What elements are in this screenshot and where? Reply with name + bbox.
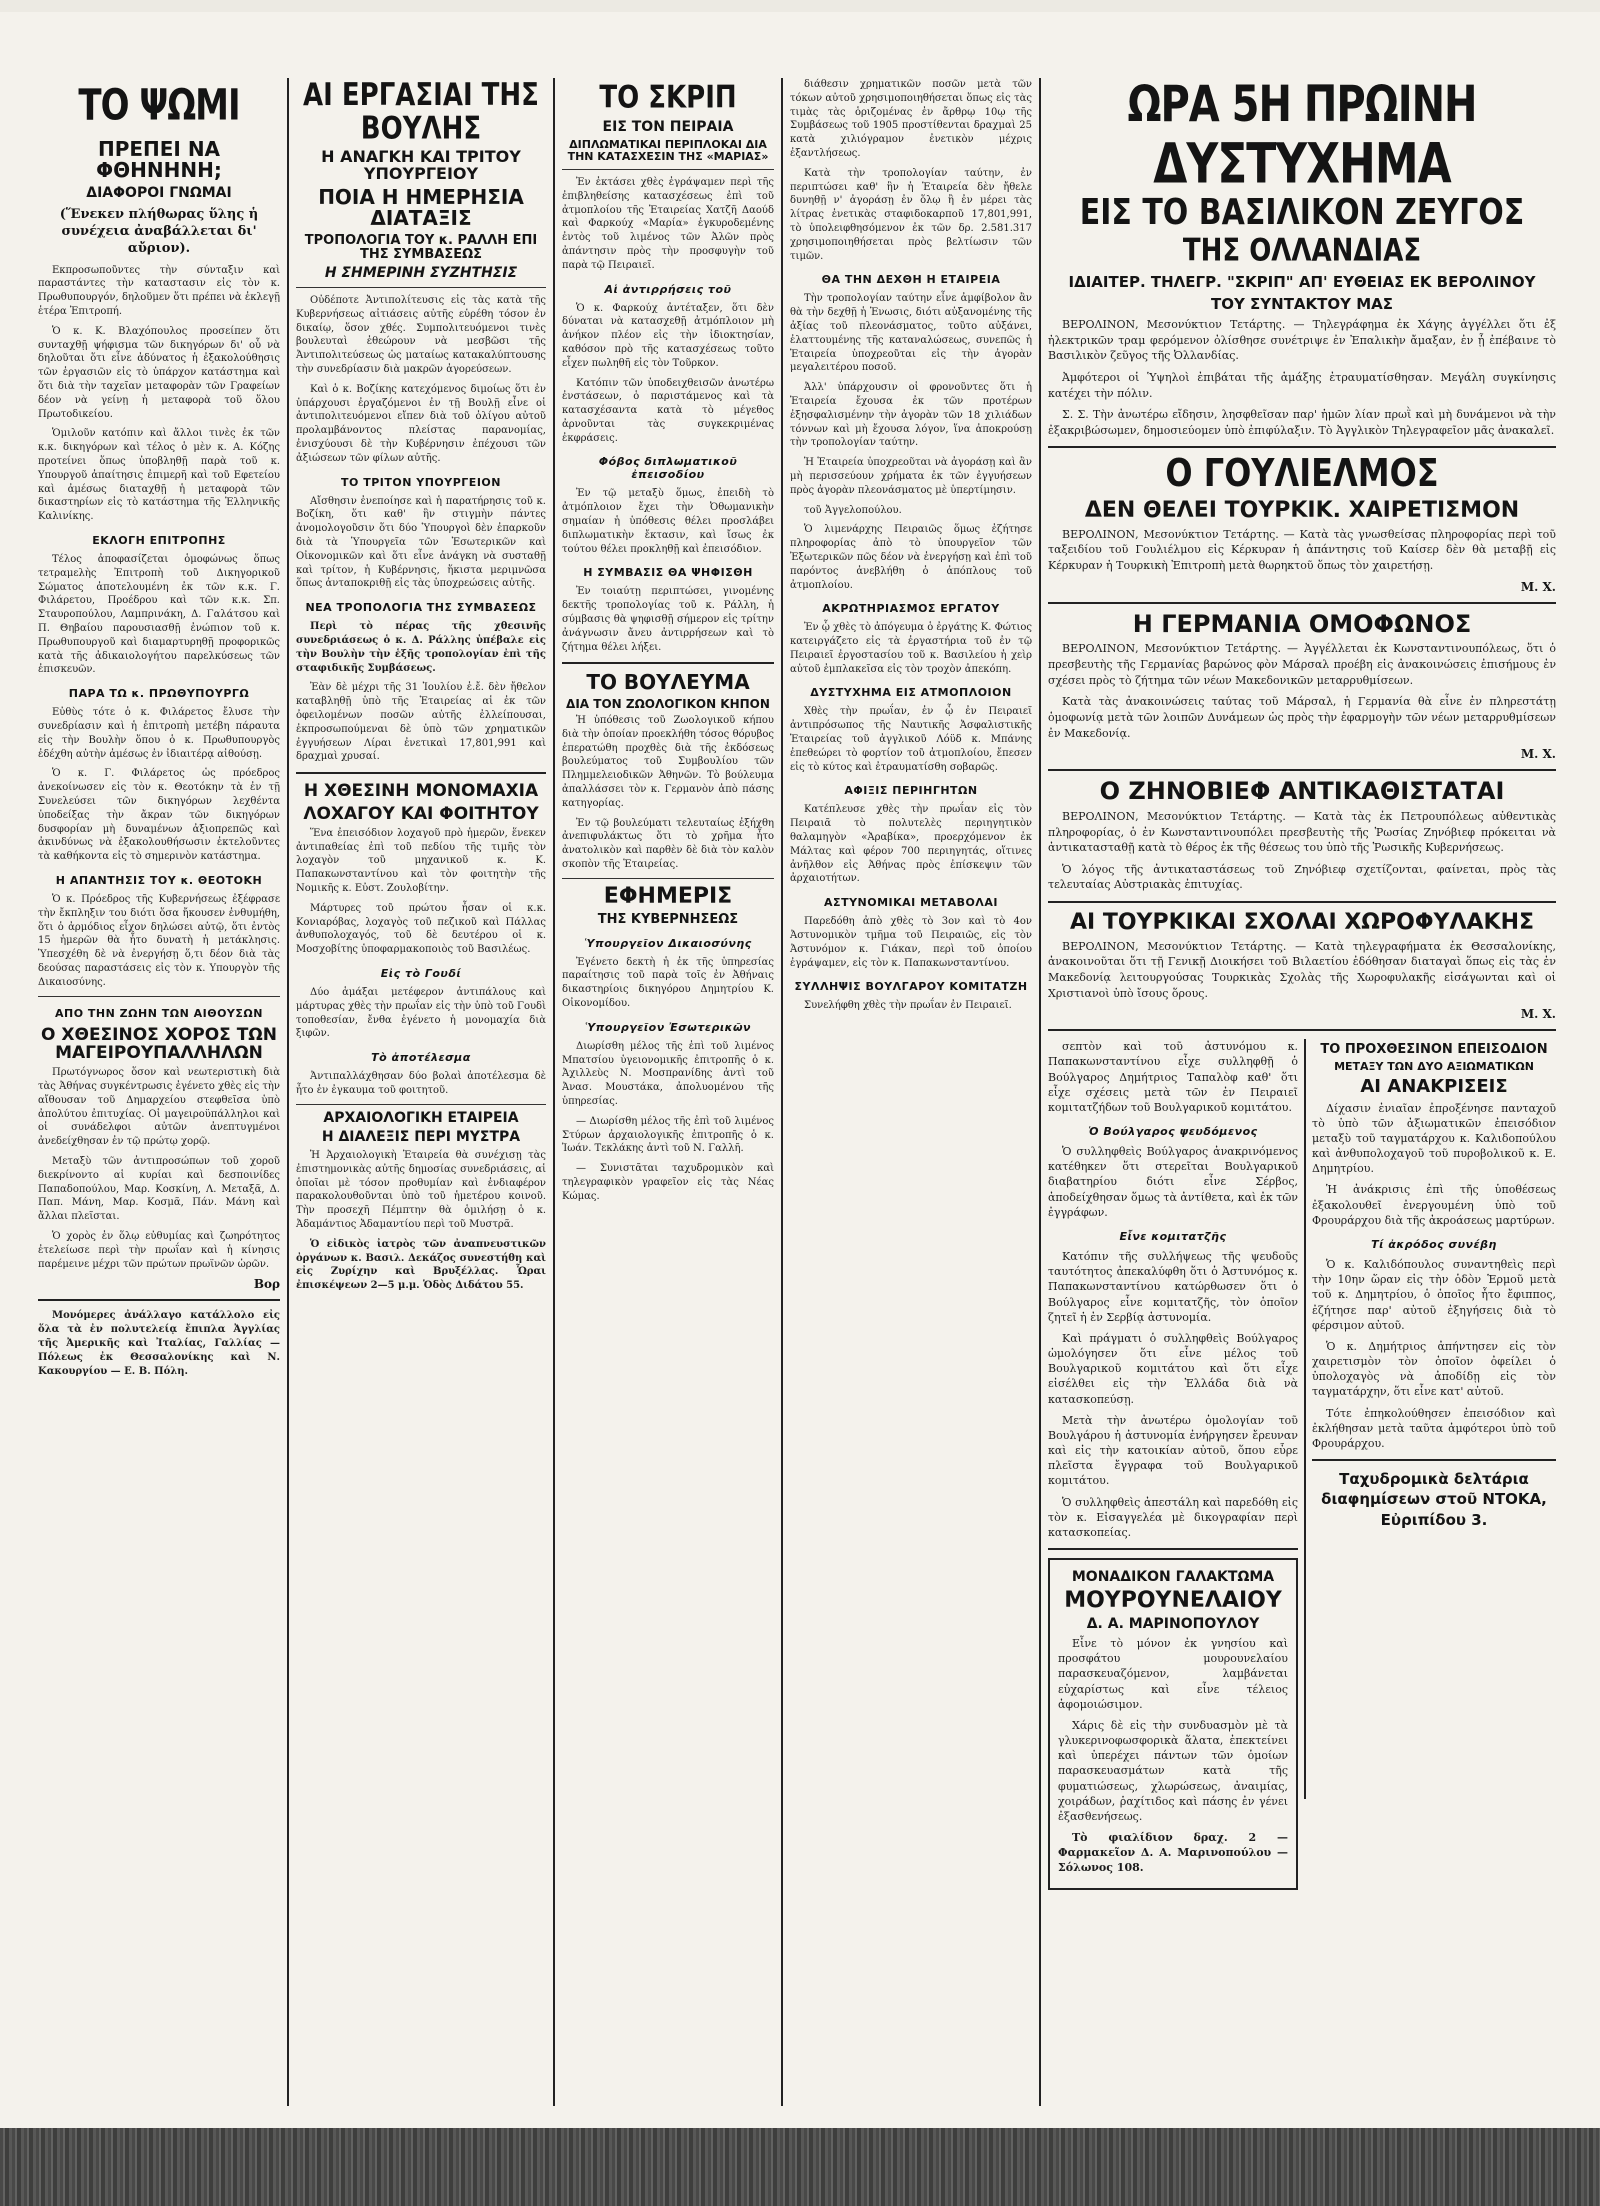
article-paragraph: Μάρτυρες τοῦ πρώτου ἦσαν οἱ κ.κ. Κονιαρόβας, λοχαγὸς τοῦ πεζικοῦ καὶ Πάλλας ἀνθυπολοχαγός, τοῦ δὲ δευτέρου οἱ κ. Μοσχοβίτης ὑποφαρμακοποιὸς τοῦ Βασιλέως. — [296, 902, 546, 956]
article-paragraph: Οὐδέποτε Ἀντιπολίτευσις εἰς τὰς κατὰ τῆς Κυβερνήσεως αἰτιάσεις αὐτῆς εὑρέθη τόσον ἐν δικαίῳ, ὅσον χθές. Συμπολιτευόμενοι τινὲς βουλευταὶ ἐθεώρουν νὰ μεσβῶσι τῆς Ἀντιπολιτεύσεως ὡς ματαίως κατακαλύπτουσης τὴν συνεδρίασιν διὰ μακρῶν ἀγορεύσεων. — [296, 295, 546, 376]
divider — [296, 287, 546, 288]
subhead-komitadji: Εἶνε κομιτατζῆς — [1119, 1229, 1227, 1243]
headline-5am: ΩΡΑ 5Η ΠΡΩΙΝΗ — [1127, 78, 1477, 134]
subhead-tourists-arrival: ΑΦΙΞΙΣ ΠΕΡΙΗΓΗΤΩΝ — [844, 784, 978, 798]
author-signature: Μ. Χ. — [1520, 1007, 1556, 1022]
divider — [1048, 1548, 1298, 1550]
article-paragraph: Ὁ λιμενάρχης Πειραιῶς ὅμως ἐζήτησε πληροφορίας ἀπὸ τὸ ὑπουργεῖον τῶν Ἐξωτερικῶν πῶς δέον νὰ ἐνεργήσῃ καὶ ἐπὶ τοῦ παρόντος ἀνεβλήθη ὁ ἀπόπλους τοῦ ἀτμοπλοίου. — [790, 524, 1032, 591]
divider — [296, 1104, 546, 1105]
article-paragraph: Ὁ λόγος τῆς ἀντικαταστάσεως τοῦ Ζηνόβιεφ σχετίζονται, φαίνεται, πρὸς τὰς τελευταίας Αὐστριακὰς ἐπιτυχίας. — [1048, 862, 1556, 892]
headline-gendarmerie-schools: ΑΙ ΤΟΥΡΚΙΚΑΙ ΣΧΟΛΑΙ ΧΩΡΟΦΥΛΑΚΗΣ — [1069, 910, 1535, 936]
headline-wilhelm: Ο ΓΟΥΛΙΕΛΜΟΣ — [1165, 450, 1439, 497]
column-1 — [32, 78, 286, 2106]
divider — [38, 996, 280, 997]
article-paragraph: Εκπροσωποῦντες τὴν σύνταξιν καὶ παραστάντες τὴν καταστασιν εἰς τὸν κ. Πρωθυπουργόν, δηλοῦμεν ὅτι πρέπει νὰ ἐκλεγῇ ἑτέρα Ἐπιτροπή. — [38, 264, 280, 318]
subhead-salons: ΑΠΟ ΤΗΝ ΖΩΗΝ ΤΩΝ ΑΙΘΟΥΣΩΝ — [55, 1006, 263, 1020]
subhead-result: Τὸ ἀποτέλεσμα — [371, 1051, 471, 1065]
article-paragraph: Περὶ τὸ πέρας τῆς χθεσινῆς συνεδριάσεως ὁ κ. Δ. Ράλλης ὑπέβαλε εἰς τὴν Βουλὴν τὴν ἑξῆς τροπολογίαν ἐπὶ τῆς σταφιδικῆς Συμβάσεως. — [296, 621, 546, 674]
subhead-worker-injury: ΑΚΡΩΤΗΡΙΑΣΜΟΣ ΕΡΓΑΤΟΥ — [822, 602, 1000, 616]
article-paragraph: Εὐθὺς τότε ὁ κ. Φιλάρετος ἔλυσε τὴν συνεδρίασιν καὶ ἡ ἐπιτροπὴ μετέβη πάραυτα εἰς τὴν Βουλὴν ὅπου ὁ κ. Πρωθυπουργὸς ἐδέχθη αὐτὴν ἀμέσως ἐν ἰδιαιτέρᾳ αἰθούσῃ. — [38, 707, 280, 760]
article-paragraph: Μετὰ τὴν ἀνωτέρω ὁμολογίαν τοῦ Βουλγάρου ἡ ἀστυνομία ἐνήργησεν ἔρευναν καὶ εἰς τὴν κατοικίαν αὐτοῦ, ὅπου εὗρε πλεῖστα ἔγγραφα τοῦ Βουλγαρικοῦ κομιτάτου. — [1048, 1413, 1298, 1488]
article-paragraph: Δίχασιν ἐνιαῖαν ἐπροξένησε πανταχοῦ τὸ ὑπὸ τῶν ἀξιωματικῶν ἐπεισόδιον μεταξὺ τοῦ ταγματάρχου κ. Καλιδοπούλου καὶ ἀνθυπολοχαγοῦ τοῦ πυροβολικοῦ κ. Ε. Δημητρίου. — [1312, 1101, 1556, 1176]
headline-turkish-salute: ΔΕΝ ΘΕΛΕΙ ΤΟΥΡΚΙΚ. ΧΑΙΡΕΤΙΣΜΟΝ — [1084, 497, 1520, 523]
article-paragraph: Ἀντιπαλλάχθησαν δύο βολαὶ ἀποτέλεσμα δὲ ἦτο ἐν ἐγκαυμα τοῦ φοιτητοῦ. — [296, 1071, 546, 1097]
article-paragraph: Ἐν ᾧ χθὲς τὸ ἀπόγευμα ὁ ἐργάτης Κ. Φώτιος κατειργάζετο εἰς τὰ ἐργαστήρια τοῦ ἐν τῷ Πειραιεῖ ἐργοστασίου τοῦ κ. Βασιλείου ἡ χεὶρ αὐτοῦ ἐμπλακεῖσα εἰς τὸν τροχὸν ἀπεκόπη. — [790, 622, 1032, 675]
scan-bottom-edge — [0, 2128, 1600, 2206]
article-paragraph: Ἐν τῷ μεταξὺ ὅμως, ἐπειδὴ τὸ ἀτμόπλοιον ἔχει τὴν Ὀθωμανικὴν σημαίαν ἡ ὑπόθεσις θέλει προσλάβει διπλωματικὴν ἔκτασιν, καὶ ἴσως ἐκ τούτου θέλει προκληθῇ καὶ ἐπεισόδιον. — [562, 488, 774, 555]
article-paragraph: ΒΕΡΟΛΙΝΟΝ, Μεσονύκτιον Τετάρτης. — Ἀγγέλλεται ἐκ Κωνσταντινουπόλεως, ὅτι ὁ πρεσβευτὴς τῆς Γερμανίας βαρώνος φὸν Μάρσαλ προέβη εἰς ἀνακοινώσεις ἐπισήμους ἐν σχέσει πρὸς τὸ ζήτημα τῶν νέων Μακεδονικῶν μεταρρυθμίσεων. — [1048, 642, 1556, 687]
article-paragraph: Ἐὰν δὲ μέχρι τῆς 31 Ἰουλίου ἐ.ἔ. δὲν ἤθελον καταβληθῇ ὑπὸ τῆς Ἑταιρείας αἱ ἐκ τῶν ὀφειλομένων ποσῶν αὐτῆς ἐλλείπουσαι, ἐκπροσωπούμεναι δὲ ὑπὸ τῶν χρηματικῶν ἐγγυήσεων Λίραι ἐνετικαὶ 17,801,991 καὶ δραχμαὶ χρυσαί. — [296, 682, 546, 763]
article-paragraph: Διωρίσθη μέλος τῆς ἐπὶ τοῦ λιμένος Μπατσίου ὑγειονομικῆς ἐπιτροπῆς ὁ κ. Ἀχιλλεὺς Ν. Μοσπρανίδης ἀντὶ τοῦ Ἀνασ. Μουστάκα, ἀπολυομένου τῆς ὑπηρεσίας. — [562, 1040, 774, 1107]
headline-third-ministry: Η ΑΝΑΓΚΗ ΚΑΙ ΤΡΙΤΟΥ ΥΠΟΥΡΓΕΙΟΥ — [321, 147, 521, 184]
article-paragraph: Ὁ συλληφθεὶς Βούλγαρος ἀνακρινόμενος κατέθηκεν ὅτι στερεῖται Βουλγαρικοῦ διαβατηρίου διότι εἶνε Σέρβος, ἀποδείχθησαν ὅμως τὰ ἀντίθετα, καὶ ἐκ τῶν ἐγγράφων. — [1048, 1145, 1298, 1219]
kicker-correspondent: ΤΟΥ ΣΥΝΤΑΚΤΟΥ ΜΑΣ — [1210, 295, 1394, 314]
headline-cooks-ball: Ο ΧΘΕΣΙΝΟΣ ΧΟΡΟΣ ΤΩΝ ΜΑΓΕΙΡΟΥΠΑΛΛΗΛΩΝ — [41, 1024, 277, 1063]
headline-netherlands: ΤΗΣ ΟΛΛΑΝΔΙΑΣ — [1182, 233, 1422, 270]
column-5 — [1042, 78, 1562, 2106]
divider — [1048, 901, 1556, 903]
article-paragraph: Κατὰ τὰς ἀνακοινώσεις ταύτας τοῦ Μάρσαλ, ἡ Γερμανία θὰ εἶνε ἐν πληρεστάτῃ ὁμοφωνίᾳ μετὰ τῶν λοιπῶν Δυνάμεων ὡς πρὸς τὴν ἐφαρμογὴν τῶν νέων μεταρρυθμίσεων ἐν Μακεδονίᾳ. — [1048, 695, 1556, 740]
col5-lower-left — [1048, 1039, 1298, 1895]
subhead-ship-accident: ΔΥΣΤΥΧΗΜΑ ΕΙΣ ΑΤΜΟΠΛΟΙΟΝ — [810, 686, 1012, 700]
headline-incident: ΤΟ ΠΡΟΧΘΕΣΙΝΟΝ ΕΠΕΙΣΟΔΙΟΝ — [1320, 1042, 1548, 1058]
divider — [296, 772, 546, 774]
article-paragraph: Ἀμφότεροι οἱ Ὑψηλοὶ ἐπιβάται τῆς ἁμάξης ἐτραυματίσθησαν. Μεγάλη συγκίνησις κατέχει τὴν πόλιν. — [1048, 371, 1556, 400]
article-paragraph: Κατέπλευσε χθὲς τὴν πρωΐαν εἰς τὸν Πειραιᾶ τὸ πολυτελὲς περιηγητικὸν θαλαμηγὸν «Ἀραβίκα», προερχόμενον ἐκ Μάλτας καὶ φέρον 700 περιηγητάς, οἵτινες ἀνῆλθον εἰς Ἀθήνας πρὸς ἐπίσκεψιν τῶν ἀρχαιοτήτων. — [790, 804, 1032, 885]
doctor-notice: Ὁ εἰδικὸς ἰατρὸς τῶν ἀναπνευστικῶν ὀργάνων κ. Βασιλ. Δεκάζος συνεστήθη καὶ εἰς Ζυρίχην καὶ Βρυξέλλας. Ὧραι ἐπισκέψεων 2—5 μ.μ. Ὁδὸς Διδάτου 55. — [296, 1238, 546, 1292]
article-paragraph: Ἐν τῷ βουλεύματι τελευταίως ἐξήχθη ἀνεπιφυλάκτως ὅτι τὸ χρῆμα ἦτο ἀνατολικὸν καὶ παρθὲν δὲ διὰ τὸν καλὸν σκοπὸν τῆς Ἑταιρείας. — [562, 817, 774, 870]
headline-decree: ΤΟ ΒΟΥΛΕΥΜΑ — [586, 670, 750, 695]
headline-mystras-lecture: Η ΔΙΑΛΕΞΙΣ ΠΕΡΙ ΜΥΣΤΡΑ — [321, 1128, 521, 1145]
headline-germany: Η ΓΕΡΜΑΝΙΑ ΟΜΟΦΩΝΟΣ — [1132, 609, 1472, 638]
advert-headline: ΜΟΝΑΔΙΚΟΝ ΓΑΛΑΚΤΩΜΑ — [1071, 1569, 1275, 1586]
article-paragraph: Παρεδόθη ἀπὸ χθὲς τὸ 3ον καὶ τὸ 4ον Ἀστυνομικὸν τμῆμα τοῦ Πειραιῶς, εἰς τὸν Ἀστυνόμον κ. Γιάκαν, περὶ τοῦ ὁποίου ἐγράψαμεν, εἰς τὸν κ. Παπακωνσταντίνου. — [790, 916, 1032, 969]
subhead-convention-vote: Η ΣΥΜΒΑΣΙΣ ΘΑ ΨΗΦΙΣΘΗ — [583, 566, 753, 580]
advert-price: Τὸ φιαλίδιον δραχ. 2 — Φαρμακεῖον Δ. Α. Μαρινοπούλου — Σόλωνος 108. — [1058, 1831, 1288, 1875]
article-paragraph: Ἡ ἀνάκρισις ἐπὶ τῆς ὑποθέσεως ἐξακολουθεῖ ἐνεργουμένη ὑπὸ τοῦ Φρουράρχου διὰ τῆς ἀκροάσεως μαρτύρων. — [1312, 1183, 1556, 1227]
column-rule — [1304, 1039, 1306, 1799]
article-paragraph: Ὁ κ. Γ. Φιλάρετος ὡς πρόεδρος ἀνεκοίνωσεν εἰς τὸν κ. Θεοτόκην τὰ ἐν τῇ Συνελεύσει τῶν δικηγόρων λεχθέντα ὑποδείξας τὴν ἄκραν τῶν δικηγόρων δυσφορίαν μὴ δυναμένων ἀξιοπρεπῶς καὶ ἀκινδύνως νὰ ἐξακολουθήσωσιν ἐκτελοῦντες τὰ καθήκοντα εἰς τὸ σημερινὸν κατάστημα. — [38, 768, 280, 863]
subhead-company-accept: ΘΑ ΤΗΝ ΔΕΧΘΗ Η ΕΤΑΙΡΕΙΑ — [821, 273, 1001, 287]
subhead-interior-ministry: Ὑπουργεῖον Ἐσωτερικῶν — [584, 1020, 752, 1034]
column-4 — [784, 78, 1038, 2106]
article-paragraph: — Διωρίσθη μέλος τῆς ἐπὶ τοῦ λιμένος Στύρων ἀρχαιολογικῆς ἐπιτροπῆς ὁ κ. Ἰωάν. Τεκλάκης ἀντὶ τοῦ Ν. Γαλλῆ. — [562, 1115, 774, 1155]
column-rule — [1039, 78, 1041, 2106]
article-paragraph: Ὁ χορὸς ἐν ὅλῳ εὐθυμίας καὶ ζωηρότητος ἐτελείωσε περὶ τὴν πρωΐαν καὶ ἡ κίνησις παρέμεινε μέχρι τῶν πρώτων πρωϊνῶν ὡρῶν. — [38, 1231, 280, 1270]
divider — [562, 878, 774, 879]
headline-agenda: ΠΟΙΑ Η ΗΜΕΡΗΣΙΑ ΔΙΑΤΑΞΙΣ — [318, 184, 524, 231]
author-signature: Μ. Χ. — [1520, 747, 1556, 762]
headline-bread: ΤΟ ΨΩΜΙ — [78, 80, 240, 131]
headline-maria-seizure: ΔΙΠΛΩΜΑΤΙΚΑΙ ΠΕΡΙΠΛΟΚΑΙ ΔΙΑ ΤΗΝ ΚΑΤΑΣΧΕΣΙΝ ΤΗΣ «ΜΑΡΙΑΣ» — [567, 138, 769, 164]
subhead-diplomatic-fear: Φόβος διπλωματικοῦ ἐπεισοδίου — [598, 455, 738, 482]
kicker-telegram: ΙΔΙΑΙΤΕΡ. ΤΗΛΕΓΡ. "ΣΚΡΙΠ" ΑΠ' ΕΥΘΕΙΑΣ ΕΚ ΒΕΡΟΛΙΝΟΥ — [1068, 273, 1536, 292]
advertisement-text: Μονόμερες ἀνάλλαγο κατάλλολο εἰς ὅλα τὰ ἐν πολυτελείᾳ ἔπιπλα Ἀγγλίας τῆς Ἀμερικῆς καὶ Ἰταλίας, Γαλλίας — Πόλεως ἐκ Θεσσαλονίκης καὶ Ν. Κακουργίου — Ε. Β. Πόλη. — [38, 1310, 280, 1377]
article-paragraph: Ἐν ἐκτάσει χθὲς ἐγράψαμεν περὶ τῆς ἐπιβληθείσης κατασχέσεως ἐπὶ τοῦ ἀτμοπλοίου τῆς Ἑταιρείας Χατζῆ Δαούδ καὶ Φαρκούχ «Μαρία» ἐγκυροδεμένης ἐντὸς τοῦ λιμένος τῶν Ἀλῶν πρὸς ἀπάντησιν πρὸς τὴν προσφυγὴν τοῦ παρὰ τῷ Πειραιεῖ. — [562, 176, 774, 271]
article-paragraph: Τότε ἐπηκολούθησεν ἐπεισόδιον καὶ ἐκλήθησαν μετὰ ταῦτα ἀμφότεροι ὑπὸ τοῦ Φρουράρχου. — [1312, 1406, 1556, 1450]
article-paragraph: Αἴσθησιν ἐνεποίησε καὶ ἡ παρατήρησις τοῦ κ. Βοζίκη, ὅτι καθ' ἣν στιγμὴν πάντες ἀνομολογοῦσιν ὅτι δύο Ὑπουργοὶ δὲν ἐπαρκοῦν διὰ τὰ Ὑπουργεῖα τῶν Ἐσωτερικῶν καὶ Οἰκονομικῶν καὶ ὅτι εἶνε ἀνάγκη νὰ συσταθῇ καὶ τρίτον, ἡ Κυβέρνησις, ἥκιστα μεριμνῶσα ὅπως ἀνταποκριθῇ εἰς τὰς ὑποχρεώσεις αὐτῆς. — [296, 495, 546, 590]
article-paragraph: Ἀλλ' ὑπάρχουσιν οἱ φρονοῦντες ὅτι ἡ Ἑταιρεία ἔχουσα ἐκ τῶν προτέρων ἐξησφαλισμένην τὴν ἀγορὰν τῶν 18 χιλιάδων τόννων καὶ μὴ ἔχουσα λόγον, ἵνα ἀποκρούσῃ τὴν τροπολογίαν ταύτην. — [790, 382, 1032, 449]
author-signature: Βορ — [253, 1277, 280, 1292]
headline-todays-debate: Η ΣΗΜΕΡΙΝΗ ΣΥΖΗΤΗΣΙΣ — [324, 264, 518, 281]
article-paragraph: Τὴν τροπολογίαν ταύτην εἶνε ἀμφίβολον ἂν θὰ τὴν δεχθῇ ἡ Ἑνωσις, διότι αὐξανομένης τῆς ἀξίας τοῦ πλεονάσματος, τοῦτο αὐξάνει, ἐλαττουμένης τῆς καταναλώσεως, συνεπῶς ἡ Ἑταιρεία ὑποχρεοῦται εἰς τὴν ἀγορὰν μεγαλειτέρου ποσοῦ. — [790, 293, 1032, 374]
advert-product: ΜΟΥΡΟΥΝΕΛΑΙΟΥ — [1064, 1588, 1282, 1614]
article-paragraph: Σ. Σ. Τὴν ἀνωτέρω εἴδησιν, λησφθεῖσαν παρ' ἡμῶν λίαν πρωῒ καὶ μὴ δυνάμενοι νὰ τὴν ἐξακριβώσωμεν, δημοσιεύομεν ὑπὸ ἐπιφύλαξιν. Τὸ Ἀγγλικὸν Τηλεγραφεῖον μᾶς ἀνακαλεῖ. — [1048, 408, 1556, 437]
subhead-goudi: Εἰς τὸ Γουδί — [380, 967, 462, 981]
article-paragraph: σεπτὸν καὶ τοῦ ἀστυνόμου κ. Παπακωνσταντίνου εἶχε συλληφθῇ ὁ Βούλγαρος Δημήτριος Ταπαλὸφ καθ' ὅτι εἶχε σχέσεις μετὰ τῶν ἐν Πειραιεῖ κομιτατζήδων τοῦ Βουλγαρικοῦ κομιτάτου. — [1048, 1040, 1298, 1114]
column-3 — [556, 78, 780, 2106]
article-paragraph: Καὶ ὁ κ. Βοζίκης κατεχόμενος διμοίως ὅτι ἐν ὑπάρχουσι ἐργαζόμενοι ἐν τῇ Βουλῇ εἶνε οἱ ἀντιπολιτευόμενοι εἴπεν διὰ τοῦ ὀλίγου αὐτοῦ προλαμβάνοντος πλείστας παρανομίας, ἐνισχύουσι δὲ τὴν Κυβέρνησιν ἐπέχουσι τῶν ἀξιώσεων τῶν φίλων αὐτῆς. — [296, 383, 546, 464]
headline-duel: Η ΧΘΕΣΙΝΗ ΜΟΝΟΜΑΧΙΑ — [303, 781, 539, 802]
article-paragraph: Ὁ συλληφθεὶς ἀπεστάλη καὶ παρεδόθη εἰς τὸν κ. Εἰσαγγελέα μὲ δικογραφίαν περὶ κατασκοπείας. — [1048, 1495, 1298, 1539]
subhead-justice-ministry: Ὑπουργεῖον Δικαιοσύνης — [584, 936, 752, 950]
author-signature: Μ. Χ. — [1520, 579, 1556, 594]
subhead-prime-minister: ΠΑΡΑ ΤΩ κ. ΠΡΩΘΥΠΟΥΡΓΩ — [68, 687, 250, 701]
article-paragraph: Κατόπιν τῶν ὑποδειχθεισῶν ἀνωτέρω ἐνστάσεων, ὁ παριστάμενος καὶ τὰ κατασχέσαντα κατὰ τὸ μέγεθος ἀρνοῦνται τὰς συγκεκριμένας ἐκφράσεις. — [562, 377, 774, 444]
col5-lower-split — [1048, 1039, 1556, 1875]
article-paragraph: Ὁ κ. Φαρκούχ ἀντέταξεν, ὅτι δὲν δύναται νὰ κατασχεθῇ ἀτμόπλοιον μὴ ἀνήκον πλέον εἰς τὴν ἰδιοκτησίαν, καθόσον πρὸ τῆς κατασχέσεως τοῦτο εἶχεν πωληθῆ εἰς τὸν Τοῦρκον. — [562, 302, 774, 369]
col5-lower-right — [1312, 1039, 1556, 1534]
article-paragraph: Ὁ κ. Πρόεδρος τῆς Κυβερνήσεως ἐξέφρασε τὴν ἔκπληξιν του διότι ὅσα ἤκουσεν ἐνθυμήθη, ὅτι ὁ ἀρμόδιος εἶχον δηλώσει αὐτῷ, ὅτι ἐντὸς 15 ἡμερῶν θὰ ἦτο δυνατὴ ἡ μετάκλησις. Ὑπεσχέθη δὲ νὰ ἐνεργήσῃ ὅ,τι δέον διὰ τὰς δεούσας παραστάσεις εἰς τὸν κ. Υπουργὸν τῆς Δικαιοσύνης. — [38, 893, 280, 988]
article-paragraph: Ἡ ὑπόθεσις τοῦ Ζωολογικοῦ κήπου διὰ τὴν ὁποίαν προεκλήθη τόσος θόρυβος ἐπερατώθη προχθὲς διὰ τῆς ἐκδόσεως βουλεύματος τοῦ Συμβουλίου τῶν Πλημμελειοδικῶν Ἀθηνῶν. Τὸ βούλευμα ἀπαλλάσσει τὸν κ. Γερμανὸν ἀπὸ πάσης κατηγορίας. — [562, 715, 774, 809]
article-paragraph: Ὁ κ. Κ. Βλαχόπουλος προσείπεν ὅτι συνταχθῇ ψήφισμα τῶν δικηγόρων δι' οὗ νὰ δηλοῦται ὅτι εἶνε ἀδύνατος ἡ ἐξακολούθησις τῶν ἐργασιῶν εἰς τὸ ὑπάρχον κατάστημα καὶ ὅτι διὰ τὴν ταχεῖαν μεταφορὰν τῶν Γραφείων δέον νὰ γείνῃ ἡ μεταφορὰ τοῦ ὅλου Πρωτοδικείου. — [38, 325, 280, 420]
article-paragraph: Χθὲς τὴν πρωΐαν, ἐν ᾧ ἐν Πειραιεῖ ἀντιπρόσωπος τῆς Ναυτικῆς Ἀσφαλιστικῆς Ἑταιρείας τοῦ ἀγγλικοῦ Λόϋδ κ. Μπάνης ἐπεθεώρει τὸ φορτίον τοῦ ἀτμοπλοίου, ἔπεσεν εἰς τὸ κύτος καὶ ἐτραυματίσθη σοβαρῶς. — [790, 706, 1032, 773]
subhead-what-happened: Τί ἀκρόδος συνέβη — [1371, 1237, 1497, 1251]
headline-piraeus: ΕΙΣ ΤΟΝ ΠΕΙΡΑΙΑ — [602, 119, 734, 136]
column-2 — [290, 78, 552, 2106]
page-top-margin — [0, 0, 1600, 12]
article-paragraph: ΒΕΡΟΛΙΝΟΝ, Μεσονύκτιον Τετάρτης. — Κατὰ τὰς γνωσθείσας πληροφορίας περὶ τοῦ ταξειδίου τοῦ Γουλιέλμου εἰς Κέρκυραν ἡ ἀπάντησις τοῦ Καίσερ δὲν θὰ μεταβῇ εἰς Κέρκυραν ἡ Τουρκικὴ Ἐπιτροπὴ μετὰ θωρηκτοῦ ὅπως τὸν χαιρετήσῃ. — [1048, 527, 1556, 572]
article-paragraph: Δύο ἁμάξαι μετέφερον ἀντιπάλους καὶ μάρτυρας χθὲς τὴν πρωΐαν εἰς τὴν ὑπὸ τοῦ Γουδὶ τοποθεσίαν, ἔνθα ἐγένετο ἡ μονομαχία διὰ ξιφῶν. — [296, 987, 546, 1040]
headline-rallis-amendment: ΤΡΟΠΟΛΟΓΙΑ ΤΟΥ κ. ΡΑΛΛΗ ΕΠΙ ΤΗΣ ΣΥΜΒΑΣΕΩΣ — [304, 232, 538, 262]
article-paragraph: Μεταξὺ τῶν ἀντιπροσώπων τοῦ χοροῦ διεκρίνοντο αἱ κυρίαι καὶ δεσποινίδες Παπαδοπούλου, Μαρ. Κοσκίνη, Λ. Μεταξᾶ, Δ. Παπ. Μάνη, Μαρ. Κοσμᾶ, Πάν. Μάνη καὶ ἄλλαι πλεῖσται. — [38, 1156, 280, 1223]
article-paragraph: Κατόπιν τῆς συλλήψεως τῆς ψευδοῦς ταυτότητος ἀπεκαλύφθη ὅτι ὁ Ἀστυνόμος κ. Παπακωνσταντίνου κατώρθωσεν ὅτι ὁ Βούλγαρος εἶνε κομιτατζῆς, τὸν ὁποῖον ζητεῖ ἡ ἐν Σερβίᾳ ἀστυνομία. — [1048, 1249, 1298, 1324]
article-paragraph: Ἕνα ἐπεισόδιον λοχαγοῦ πρὸ ἡμερῶν, ἕνεκεν ἀντιπαθείας ἐπὶ τοῦ πεδίου τῆς τιμῆς τὸν λοχαγὸν τοῦ μηχανικοῦ κ. Κ. Παπακωνσταντίνου καὶ τὸν φοιτητὴν τῆς Νομικῆς κ. Εὐστ. Ζουλοβίτην. — [296, 827, 546, 895]
subhead-third-ministry: ΤΟ ΤΡΙΤΟΝ ΥΠΟΥΡΓΕΙΟΝ — [341, 475, 501, 489]
article-paragraph: Ἡ Ἀρχαιολογικὴ Ἑταιρεία θὰ συνέχισῃ τὰς ἐπιστημονικὰς αὐτῆς δημοσίας συνεδριάσεις, αἱ ὁποῖαι μὲ τόσον προθυμίαν καὶ ἐνδιαφέρον παρακολουθοῦνται ὑπὸ τοῦ ἡμετέρου κοινοῦ. Τὴν προσεχῆ Πέμπτην θὰ ὁμιλήσῃ ὁ κ. Ἀδαμάντιος Ἀδαμαντίου περὶ τοῦ Μυστρᾶ. — [296, 1150, 546, 1231]
divider — [562, 662, 774, 664]
article-paragraph: ΒΕΡΟΛΙΝΟΝ, Μεσονύκτιον Τετάρτης. — Τηλεγράφημα ἐκ Χάγης ἀγγέλλει ὅτι ἐξ ἠλεκτρικῶν τραμ φερόμενον ὀλίσθησε συνέτριψε ἐν Ἐπαλικὴν ἄμαξαν, ἐν ᾗ ἐπέβαινε τὸ Βασιλικὸν ζεῦγος τῆς Ὀλλανδίας. — [1048, 318, 1556, 363]
divider — [1312, 1459, 1556, 1461]
divider — [562, 169, 774, 170]
article-paragraph: Ὁ κ. Καλιδόπουλος συναντηθεὶς περὶ τὴν 10ην ὥραν εἰς τὴν ὁδὸν Ἑρμοῦ μετὰ τοῦ κ. Δημητρίου, ὁ ὁποῖος ἦτο ἔφιππος, ἐζήτησε παρ' αὐτοῦ ἐξηγήσεις διὰ τὸ φέρσιμον αὐτοῦ. — [1312, 1257, 1556, 1332]
subhead-bulgarian-lying: Ὁ Βούλγαρος ψευδόμενος — [1088, 1125, 1258, 1139]
article-paragraph: ΒΕΡΟΛΙΝΟΝ, Μεσονύκτιον Τετάρτης. — Κατὰ τηλεγραφήματα ἐκ Θεσσαλονίκης, ἀνακοινοῦται ὅτι τῇ Γενικῇ Διοικήσει τοῦ Βιλαετίου ἐδόθησαν διαταγαὶ ὅπως εἰς τὰς ἐν Μακεδονίᾳ λειτουργούσας Τουρκικὰς Σχολὰς τῆς Χωροφυλακῆς εἰσάγωνται καὶ οἱ Χριστιανοὶ ὑπὸ ἴσους ὅρους. — [1048, 939, 1556, 1000]
article-paragraph: Ἡ Ἑταιρεία ὑποχρεοῦται νὰ ἀγοράσῃ καὶ ἂν μὴ περισσεύουν χρήματα ἐκ τῶν ἐγγυήσεων πρὸς ἀγορὰν πλεονάσματος μὲ ὑπερτίμησιν. — [790, 457, 1032, 496]
divider — [1048, 769, 1556, 771]
headline-zinoviev: Ο ΖΗΝΟΒΙΕΦ ΑΝΤΙΚΑΘΙΣΤΑΤΑΙ — [1099, 777, 1505, 806]
divider — [1048, 1029, 1556, 1031]
column-rule — [287, 78, 289, 2106]
subhead-objections: Αἱ ἀντιρρήσεις τοῦ — [604, 282, 732, 296]
article-paragraph: Συνελήφθη χθὲς τὴν πρωΐαν ἐν Πειραιεῖ. — [804, 1000, 1012, 1012]
divider — [38, 1299, 280, 1301]
divider — [1048, 446, 1556, 448]
headline-two-officers: ΜΕΤΑΞΥ ΤΩΝ ΔΥΟ ΑΞΙΩΜΑΤΙΚΩΝ — [1334, 1060, 1534, 1074]
article-paragraph: Ἐν τοιαύτῃ περιπτώσει, γινομένης δεκτῆς τροπολογίας τοῦ κ. Ράλλη, ἡ σύμβασις θὰ ψηφισθῇ σήμερον εἰς τρίτην ἀνάγνωσιν ἄνευ ἀντιρρήσεων καὶ τὸ ζήτημα θέλει λήξει. — [562, 586, 774, 653]
article-paragraph: — Συνιστᾶται ταχυδρομικὸν καὶ τηλεγραφικὸν γραφεῖον εἰς τὰς Νέας Κώμας. — [562, 1163, 774, 1202]
subhead-bulgarian-arrest: ΣΥΛΛΗΨΙΣ ΒΟΥΛΓΑΡΟΥ ΚΟΜΙΤΑΤΖΗ — [794, 980, 1028, 994]
headline-investigations: ΑΙ ΑΝΑΚΡΙΣΕΙΣ — [1360, 1076, 1508, 1098]
cod-liver-oil-advert — [1048, 1558, 1298, 1890]
article-paragraph: Κατὰ τὴν τροπολογίαν ταύτην, ἐν περιπτώσει καθ' ἣν ἡ Ἑταιρεία δὲν ἤθελε δυνηθῇ ν' ἀγοράσῃ ἐν ὅλῳ ἢ ἐν μέρει τὰς λίτρας ἐνετικὰς σταφιδοκαρποῦ 17,801,991, τὸ ὑπολειφθησόμενον ἐκ τῶν δρ. 2.581.317 χρησιμοποιηθήσεται πρὸς βελτίωσιν τῶν τιμῶν. — [790, 167, 1032, 262]
article-paragraph: Πρωτόγνωρος ὅσον καὶ νεωτεριστικὴ διὰ τὰς Ἀθήνας συγκέντρωσις ἐγένετο χθὲς εἰς τὴν αἴθουσαν τοῦ Δημαρχείου στεφθεῖσα ὑπὸ ἀπολύτου ἐπιτυχίας. Οἱ μαγειροϋπάλληλοι καὶ οἱ συνάδελφοι αὐτῶν ἀνεπτυγμένοι ἀνεδείχθησαν ἐν τῷ πρώτῳ χορῷ. — [38, 1067, 280, 1148]
subhead-police-changes: ΑΣΤΥΝΟΜΙΚΑΙ ΜΕΤΑΒΟΛΑΙ — [824, 896, 998, 910]
column-rule — [553, 78, 555, 2106]
article-paragraph: Ἐγένετο δεκτὴ ἡ ἐκ τῆς ὑπηρεσίας παραίτησις τοῦ παρὰ τοῖς ἐν Ἀθήναις δικαστηρίοις δικηγόρου Δημητρίου Κ. Οἰκονομίδου. — [562, 956, 774, 1009]
article-paragraph: Τέλος ἀποφασίζεται ὁμοφώνως ὅπως τετραμελὴς Ἐπιτροπὴ τοῦ Δικηγορικοῦ Σώματος ἀποτελουμένη ἐκ τῶν κ.κ. Γ. Φιλάρετου, Προέδρου καὶ τῶν κ.κ. Σπ. Σταυροπούλου, Λαμπρινάκη, Δ. Γαλάτσου καὶ Π. Θηβαίου παρουσιασθῇ ἐνώπιον τοῦ κ. Πρωθυπουργοῦ καὶ διαμαρτυρηθῇ προφορικῶς κατὰ τῆς ἀδικαιολογήτου παρελκύσεως τῶν ἐπισκευῶν. — [38, 554, 280, 676]
advert-text: Χάρις δὲ εἰς τὴν συνδυασμὸν μὲ τὰ γλυκερινοφωσφορικὰ ἅλατα, ἐπεκτείνει καὶ ὑπερέχει πάντων τῶν ὁμοίων παρασκευασμάτων κατὰ τῆς φυματιώσεως, χλωρώσεως, ἀναιμίας, χοιράδων, ῥαχίτιδος καὶ πάσης ἐν γένει ἐξασθενήσεως. — [1058, 1718, 1288, 1823]
headline-royal-couple: ΕΙΣ ΤΟ ΒΑΣΙΛΙΚΟΝ ΖΕΥΓΟΣ — [1079, 191, 1525, 234]
headline-must-cheapen: ΠΡΕΠΕΙ ΝΑ ΦΘΗΝΗΝΗ; — [96, 136, 222, 183]
advert-text: Εἶνε τὸ μόνον ἐκ γνησίου καὶ προσφάτου μουρουνελαίου παρασκευαζόμενον, λαμβάνεται εὐχαρίστως καὶ εἶνε τέλειος ἀφομοιώσιμον. — [1058, 1637, 1288, 1711]
article-paragraph: ΒΕΡΟΛΙΝΟΝ, Μεσονύκτιον Τετάρτης. — Κατὰ τὰς ἐκ Πετρουπόλεως αὐθεντικὰς πληροφορίας, ὁ ἐν Κωνσταντινουπόλει πρεσβευτὴς τῆς Ῥωσίας Ζηνόβιεφ πρόκειται νὰ ἀντικατασταθῇ κατὰ τὸ θέρος ἐκ τῆς θέσεως του ὑπὸ τῆς Ῥωσικῆς Κυβερνήσεως. — [1048, 810, 1556, 855]
article-paragraph: Ὁμιλοῦν κατόπιν καὶ ἄλλοι τινὲς ἐκ τῶν κ.κ. δικηγόρων καὶ τέλος ὁ μὲν κ. Α. Κόζης προτείνει ὅπως ὑποβληθῇ παρὰ τοῦ κ. Υπουργοῦ ἀπαίτησις ἐπιμερῆ καὶ τοῦ Εφετείου καὶ ἀμέσως διαταχθῇ ἡ μεταφορὰ τῶν δικαστηρίων εἰς τὸ κατάστημα τῆς Ἑλληνικῆς Καλινίκης. — [38, 428, 280, 523]
divider — [1048, 602, 1556, 604]
headline-zoo: ΔΙΑ ΤΟΝ ΖΩΟΛΟΓΙΚΟΝ ΚΗΠΟΝ — [566, 697, 770, 712]
subhead-theotokis-reply: Η ΑΠΑΝΤΗΣΙΣ ΤΟΥ κ. ΘΕΟΤΟΚΗ — [55, 873, 263, 887]
headline-various-opinions: ΔΙΑΦΟΡΟΙ ΓΝΩΜΑΙ — [86, 184, 232, 201]
article-paragraph: Ὁ κ. Δημήτριος ἀπήντησεν εἰς τὸν χαιρετισμὸν τὸν ὁποῖον ὀφείλει ὁ ὑπολοχαγὸς νὰ ἀποδίδῃ εἰς τὸν ταγματάρχην, ὅτι εἶνε κατ' αὐτοῦ. — [1312, 1339, 1556, 1399]
headline-accident: ΔΥΣΤΥΧΗΜΑ — [1153, 132, 1451, 197]
postcard-advert: Ταχυδρομικὰ δελτάρια διαφημίσεων στοῦ ΝΤΟΚΑ, Εὐριπίδου 3. — [1321, 1470, 1547, 1529]
headline-captain-student: ΛΟΧΑΓΟΥ ΚΑΙ ΦΟΙΤΗΤΟΥ — [303, 803, 539, 824]
article-paragraph: Καὶ πράγματι ὁ συλληφθεὶς Βούλγαρος ὡμολόγησεν ὅτι εἶνε μέλος τοῦ Βουλγαρικοῦ κομιτάτου καὶ ὅτι εἶχε εἰσέλθει εἰς τὴν Ἑλλάδα διὰ νὰ κατασκοπεύσῃ. — [1048, 1331, 1298, 1406]
subhead-new-amendment: ΝΕΑ ΤΡΟΠΟΛΟΓΙΑ ΤΗΣ ΣΥΜΒΑΣΕΩΣ — [305, 601, 537, 615]
headline-parliament-work: ΑΙ ΕΡΓΑΣΙΑΙ ΤΗΣ ΒΟΥΛΗΣ — [303, 78, 539, 147]
article-paragraph: διάθεσιν χρηματικῶν ποσῶν μετὰ τῶν τόκων αὐτοῦ χρησιμοποιηθήσεται ὅπως εἰς τὰς τιμὰς τὰς ὁριζομένας ἐν ἄρθρῳ 10ῳ τῆς Συμβάσεως τοῦ 1905 προστίθενται δραχμαὶ 25 κατὰ χιλιόγραμον ἐνετικὸν μέχρις ἐξαντλήσεως. — [790, 79, 1032, 159]
column-rule — [781, 78, 783, 2106]
subhead-committee: ΕΚΛΟΓΗ ΕΠΙΤΡΟΠΗΣ — [92, 534, 226, 548]
lead-note: (Ἕνεκεν πλήθωρας ὕλης ἡ συνέχεια ἀναβάλλεται δι' αὔριον). — [59, 207, 259, 256]
headline-gazette: ΕΦΗΜΕΡΙΣ — [603, 883, 733, 909]
headline-archaeological-society: ΑΡΧΑΙΟΛΟΓΙΚΗ ΕΤΑΙΡΕΙΑ — [323, 1109, 519, 1126]
article-paragraph: τοῦ Ἀγγελοπούλου. — [804, 504, 902, 516]
headline-skrip: ΤΟ ΣΚΡΙΠ — [599, 79, 737, 116]
advert-maker: Δ. Α. ΜΑΡΙΝΟΠΟΥΛΟΥ — [1086, 1615, 1260, 1632]
headline-government: ΤΗΣ ΚΥΒΕΡΝΗΣΕΩΣ — [597, 911, 739, 927]
